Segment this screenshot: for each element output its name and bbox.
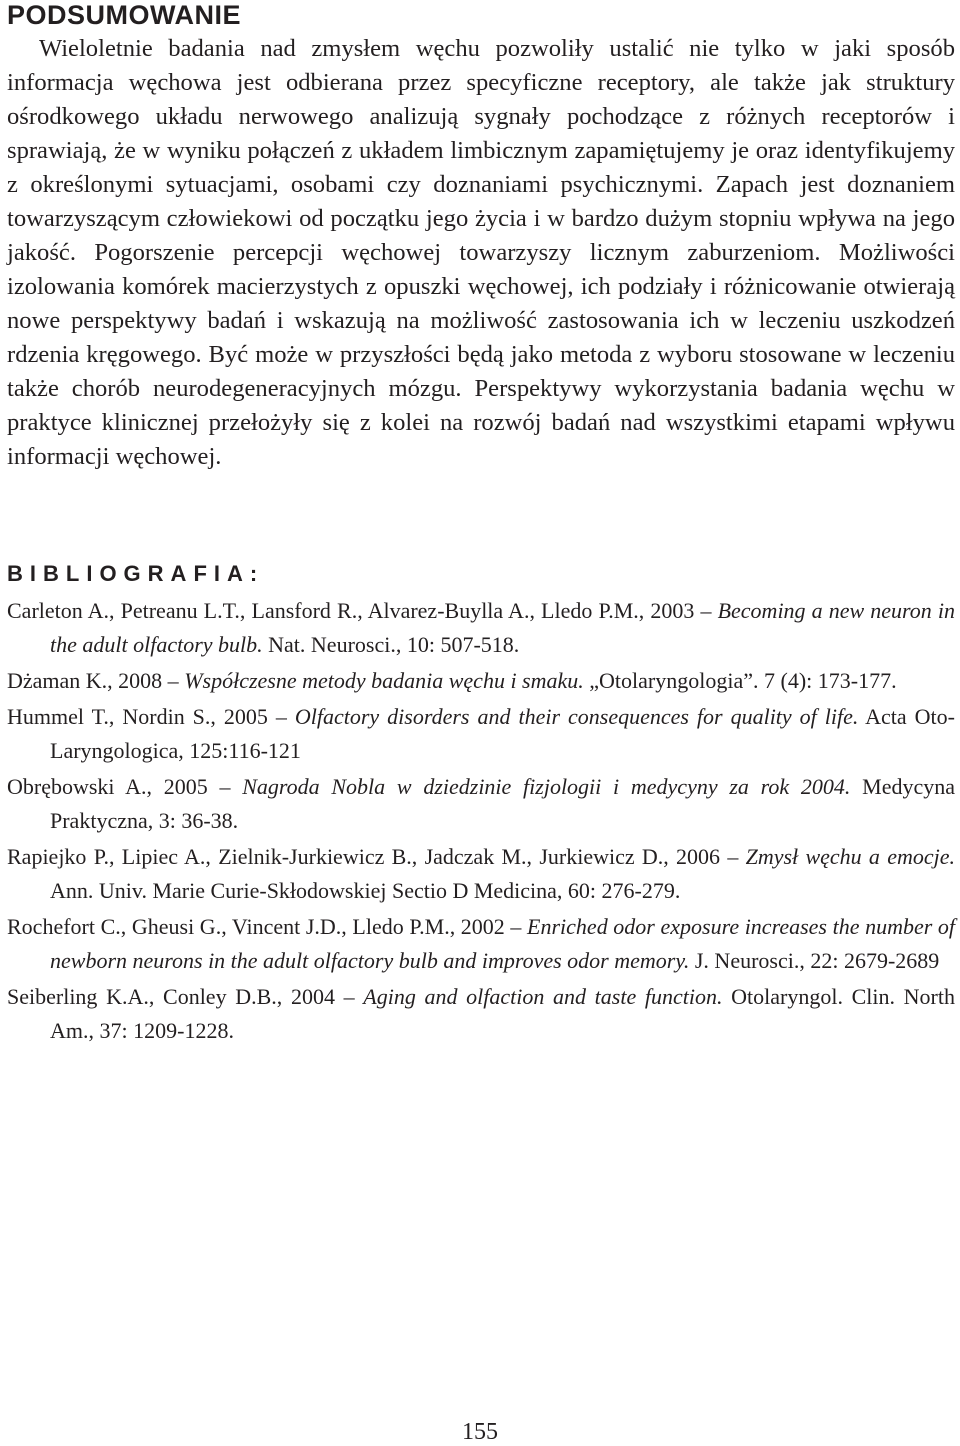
reference-source: Acta Oto-Laryngologica, 125:116-121	[50, 704, 955, 763]
reference-source: „Otolaryngologia”. 7 (4): 173-177.	[583, 668, 897, 693]
reference-title: Współczesne metody badania węchu i smaku.	[184, 668, 584, 693]
reference-item	[7, 910, 955, 978]
reference-item	[7, 700, 955, 768]
reference-authors: Rapiejko P., Lipiec A., Zielnik-Jurkiewicz B., Jadczak M., Jurkiewicz D., 2006 –	[7, 844, 746, 869]
reference-authors: Carleton A., Petreanu L.T., Lansford R., Alvarez-Buylla A., Lledo P.M., 2003 –	[7, 598, 718, 623]
section-heading-summary: PODSUMOWANIE	[7, 0, 242, 30]
reference-title: Becoming a new neuron in the adult olfactory bulb.	[50, 598, 955, 657]
reference-item	[7, 840, 955, 908]
reference-title: Nagroda Nobla w dziedzinie fizjologii i medycyny za rok 2004.	[242, 774, 851, 799]
reference-title: Aging and olfaction and taste function.	[363, 984, 723, 1009]
reference-source: Nat. Neurosci., 10: 507-518.	[262, 632, 520, 657]
reference-authors: Dżaman K., 2008 –	[7, 668, 185, 693]
reference-authors: Hummel T., Nordin S., 2005 –	[7, 704, 295, 729]
reference-source: Ann. Univ. Marie Curie-Skłodowskiej Sectio D Medicina, 60: 276-279.	[50, 878, 681, 903]
reference-authors: Obrębowski A., 2005 –	[7, 774, 243, 799]
reference-authors: Seiberling K.A., Conley D.B., 2004 –	[7, 984, 364, 1009]
page-content	[7, 0, 955, 1050]
reference-item	[7, 594, 955, 662]
reference-source: Medycyna Praktyczna, 3: 36-38.	[50, 774, 956, 833]
reference-item	[7, 664, 955, 698]
page-number: 155	[462, 1419, 498, 1445]
reference-list	[7, 594, 955, 1048]
reference-source: Otolaryngol. Clin. North Am., 37: 1209-1228.	[50, 984, 955, 1043]
summary-paragraph: Wieloletnie badania nad zmysłem węchu pozwoliły ustalić nie tylko w jaki sposób informacja węchowa jest odbierana przez specyficzne receptory, ale także jak struktury ośrodkowego układu nerwowego analizują sygnały pochodzące z różnych receptorów i sprawiają, że w wyniku połączeń z układem limbicznym zapamiętujemy je oraz identyfikujemy z określonymi sytuacjami, osobami czy doznaniami psychicznymi. Zapach jest doznaniem towarzyszącym człowiekowi od początku jego życia i w bardzo dużym stopniu wpływa na jego jakość. Pogorszenie percepcji węchowej towarzyszy licznym zaburzeniom. Możliwości izolowania komórek macierzystych z opuszki węchowej, ich podziały i różnicowanie otwierają nowe perspektywy badań i wskazują na możliwość zastosowania ich w leczeniu uszkodzeń rdzenia kręgowego. Być może w przyszłości będą jako metoda z wyboru stosowane w leczeniu także chorób neurodegeneracyjnych mózgu. Perspektywy wykorzystania badania węchu w praktyce klinicznej przełożyły się z kolei na rozwój badań nad wszystkimi etapami wpływu informacji węchowej.	[7, 35, 955, 470]
reference-item	[7, 980, 955, 1048]
reference-title: Olfactory disorders and their consequences for quality of life.	[294, 704, 859, 729]
reference-title: Enriched odor exposure increases the number of newborn neurons in the adult olfactory bulb and improves odor memory.	[50, 914, 956, 973]
section-heading-bibliography: BIBLIOGRAFIA:	[7, 561, 265, 586]
reference-source: J. Neurosci., 22: 2679-2689	[689, 948, 940, 973]
reference-item	[7, 770, 955, 838]
reference-title: Zmysł węchu a emocje.	[745, 844, 955, 869]
reference-authors: Rochefort C., Gheusi G., Vincent J.D., Lledo P.M., 2002 –	[7, 914, 528, 939]
